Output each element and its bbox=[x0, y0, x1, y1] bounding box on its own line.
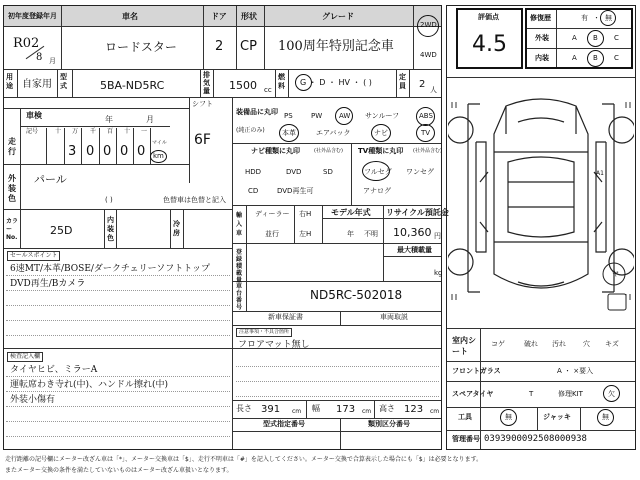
right-hand-label: 右H bbox=[299, 210, 312, 218]
shift-value: 6F bbox=[194, 132, 211, 148]
exterior-note-paren: ( ) bbox=[105, 196, 113, 204]
color-code-label: カラーNo. bbox=[6, 218, 19, 241]
color-code-value: 25D bbox=[50, 224, 73, 237]
sales-point-line: 6速MT/本革/BOSE/ダークチェリーソフトトップ bbox=[10, 264, 211, 274]
length-unit: cm bbox=[292, 408, 302, 415]
displacement-label: 排気量 bbox=[203, 71, 210, 95]
capacity-label: 定員 bbox=[399, 73, 406, 90]
exterior-label: 外装色 bbox=[8, 174, 16, 203]
jack-value: 無 bbox=[602, 413, 609, 421]
height-label: 高さ bbox=[379, 404, 395, 413]
displacement-unit: cc bbox=[264, 86, 272, 94]
door-label: ドア bbox=[211, 12, 227, 21]
seat-item-yogore: 汚れ bbox=[552, 340, 566, 348]
wd-option: 2WD bbox=[420, 21, 437, 29]
exterior-grade-a: A bbox=[572, 34, 577, 42]
jack-label: ジャッキ bbox=[543, 413, 571, 421]
interior-grade-b: B bbox=[593, 54, 598, 62]
seat-item-ana: 穴 bbox=[583, 340, 590, 348]
displacement-value: 1500 bbox=[229, 79, 257, 92]
car-name-label: 車名 bbox=[122, 12, 138, 21]
manage-number-label: 管理番号 bbox=[452, 435, 480, 443]
equip-item-abs: ABS bbox=[419, 112, 433, 120]
interior-grade-a: A bbox=[572, 54, 577, 62]
repair-label: 修復歴 bbox=[530, 14, 551, 22]
navi-item-sd: SD bbox=[323, 168, 333, 176]
width-label: 幅 bbox=[312, 404, 320, 413]
spare-tire-label: スペアタイヤ bbox=[452, 390, 494, 398]
model-value: 5BA-ND5RC bbox=[100, 79, 165, 92]
inspector-title: 検査記入欄 bbox=[7, 352, 43, 362]
equipment-subtitle: (純正のみ) bbox=[236, 127, 265, 134]
notes-line: フロアマット無し bbox=[238, 340, 310, 350]
equip-item-tv: TV bbox=[421, 129, 431, 137]
load-label: 登録積載量 bbox=[236, 249, 243, 284]
tv-title: TV種類に丸印 bbox=[358, 147, 404, 155]
exterior-grade-b: B bbox=[593, 34, 598, 42]
equipment-title: 装備品に丸印 bbox=[236, 108, 278, 116]
spare-kit: 修理KIT bbox=[558, 390, 583, 398]
navi-item-hdd: HDD bbox=[245, 168, 262, 176]
import-label: 輸入車 bbox=[236, 212, 243, 237]
car-damage-diagram bbox=[448, 82, 634, 320]
front-glass-value: A ・ ×要入 bbox=[557, 367, 594, 375]
seat-label: 室内シート bbox=[452, 336, 476, 356]
ac-label: 冷房 bbox=[173, 220, 180, 237]
exterior-note: 色替車は色替と記入 bbox=[163, 196, 226, 204]
repair-yes: 有 bbox=[581, 14, 588, 22]
use-value: 自家用 bbox=[22, 79, 52, 90]
max-load-label: 最大積載量 bbox=[397, 246, 432, 254]
score-value: 4.5 bbox=[472, 32, 507, 57]
height-value: 123 bbox=[404, 404, 424, 415]
grade-value: 100周年特別記念車 bbox=[278, 39, 394, 54]
recycle-label: リサイクル預託金 bbox=[386, 208, 449, 217]
model-label: 型式 bbox=[60, 73, 67, 90]
inspector-line: 外装小傷有 bbox=[10, 395, 56, 405]
repair-sep: ・ bbox=[593, 14, 600, 22]
manual-label: 車両取説 bbox=[380, 313, 408, 321]
reg-month: 8 bbox=[36, 52, 43, 63]
navi-item-dvd-play: DVD再生可 bbox=[277, 187, 314, 195]
capacity-unit: 人 bbox=[430, 86, 437, 94]
equip-item-airbag: エアバック bbox=[316, 129, 351, 137]
mileage-digit: 0 bbox=[103, 144, 112, 159]
grade-label: グレード bbox=[322, 12, 354, 21]
seat-item-koge: コゲ bbox=[491, 340, 505, 348]
dealer-label: ディーラー bbox=[255, 210, 290, 218]
left-hand-label: 左H bbox=[299, 230, 312, 238]
manage-number-value: 0393900092508000938 bbox=[484, 434, 587, 444]
recycle-value: 10,360 bbox=[393, 226, 432, 239]
recycle-unit: 円 bbox=[434, 232, 441, 240]
inspector-line: 運転席わき寺れ(中)、ハンドル擦れ(中) bbox=[10, 380, 169, 390]
width-unit: cm bbox=[362, 408, 372, 415]
seat-item-yabure: 破れ bbox=[524, 340, 538, 348]
score-label: 評価点 bbox=[478, 13, 499, 21]
equip-item-leather: 本革 bbox=[282, 129, 296, 137]
model-year-label: モデル年式 bbox=[331, 208, 371, 217]
equip-item-pw: PW bbox=[311, 112, 323, 120]
interior-grade-c: C bbox=[614, 54, 619, 62]
spare-t: T bbox=[529, 390, 534, 398]
mileage-digit: 0 bbox=[120, 144, 129, 159]
reg-date-label: 初年度登録年月 bbox=[8, 12, 57, 20]
model-year-unknown: 不明 bbox=[364, 230, 378, 238]
class-number-label: 類別区分番号 bbox=[368, 420, 410, 428]
type-number-label: 型式指定番号 bbox=[263, 420, 305, 428]
width-value: 173 bbox=[336, 404, 356, 415]
equip-item-sunroof: サンルーフ bbox=[365, 112, 400, 120]
navi-item-cd: CD bbox=[248, 187, 259, 195]
chassis-label: 車台番号 bbox=[236, 283, 243, 311]
shaken-year-unit: 年 bbox=[105, 115, 113, 124]
tool-value: 無 bbox=[505, 413, 512, 421]
notes-title: 注意事項・不具合箇所 bbox=[236, 328, 292, 337]
mileage-label: 走行 bbox=[8, 137, 16, 156]
tv-item-analog: アナログ bbox=[363, 187, 391, 195]
interior-color-label: 内装色 bbox=[107, 216, 114, 242]
mileage-digit: 3 bbox=[68, 144, 77, 159]
use-label: 用途 bbox=[6, 73, 13, 90]
spare-missing: 欠 bbox=[608, 390, 615, 398]
navi-note: (社外品含む) bbox=[314, 148, 343, 154]
footer-note-2: またメーター交換の条件を満たしていないものはメーター改ざん車扱いとなります。 bbox=[5, 467, 233, 474]
equip-item-aw: AW bbox=[339, 112, 351, 120]
shaken-month-unit: 月 bbox=[146, 115, 154, 124]
tool-label: 工具 bbox=[458, 413, 472, 421]
length-label: 長さ bbox=[236, 404, 252, 413]
mileage-digit: 0 bbox=[86, 144, 95, 159]
capacity-value: 2 bbox=[419, 79, 426, 90]
damage-mark-key: ヤ bbox=[612, 270, 619, 278]
fuel-value: G ・ D ・ HV ・ ( ) bbox=[300, 78, 372, 87]
seat-item-kizu: キズ bbox=[605, 340, 619, 348]
reg-year: R02 bbox=[13, 36, 40, 51]
exterior-grade-c: C bbox=[614, 34, 619, 42]
car-name-value: ロードスター bbox=[105, 40, 177, 54]
shift-label: シフト bbox=[192, 100, 213, 108]
damage-mark-a1: A1 bbox=[596, 170, 604, 177]
navi-title: ナビ種類に丸印 bbox=[251, 147, 300, 155]
equip-item-navi: ナビ bbox=[374, 129, 388, 137]
tv-item-fullseg: フルセグ bbox=[364, 168, 392, 176]
chassis-value: ND5RC-502018 bbox=[310, 288, 403, 302]
shaken-label: 車検 bbox=[26, 111, 42, 120]
shape-label: 形状 bbox=[241, 12, 257, 21]
exterior-color: パール bbox=[34, 173, 67, 186]
height-unit: cm bbox=[430, 408, 440, 415]
sales-points-title: セールスポイント bbox=[7, 251, 60, 261]
independent-label: 並行 bbox=[265, 230, 279, 238]
shape-value: CP bbox=[240, 39, 257, 54]
tv-item-oneseg: ワンセグ bbox=[406, 168, 434, 176]
inspector-line: タイヤヒビ、ミラーA bbox=[10, 365, 98, 375]
reg-month-unit: 月 bbox=[49, 57, 56, 65]
equip-item-ps: PS bbox=[284, 112, 293, 120]
interior-grade-label: 内装 bbox=[535, 54, 549, 62]
footer-note-1: 走行距離の記号欄にメーター改ざん車は「*」、メーター交換車は「$」、走行不明車は「#」を記入してください。メーター交換で合算表示した場合にも「$」は必要となります。 bbox=[5, 456, 483, 463]
km-label: km bbox=[153, 152, 164, 160]
warranty-book-label: 新車保証書 bbox=[268, 313, 303, 321]
exterior-grade-label: 外装 bbox=[535, 34, 549, 42]
doors-value: 2 bbox=[215, 39, 224, 54]
mileage-digit: 0 bbox=[137, 144, 146, 159]
front-glass-label: フロントガラス bbox=[452, 367, 501, 375]
length-value: 391 bbox=[261, 404, 281, 415]
model-year-year: 年 bbox=[347, 230, 354, 238]
mile-label: マイル bbox=[152, 140, 167, 146]
sales-point-line: DVD再生/Bカメラ bbox=[10, 279, 86, 289]
tv-note: (社外品含む) bbox=[413, 148, 442, 154]
wd-alt: 4WD bbox=[420, 51, 437, 59]
load-unit: kg bbox=[434, 269, 443, 277]
navi-item-dvd: DVD bbox=[286, 168, 302, 176]
repair-no: 無 bbox=[605, 14, 612, 22]
fuel-label: 燃料 bbox=[278, 73, 285, 90]
